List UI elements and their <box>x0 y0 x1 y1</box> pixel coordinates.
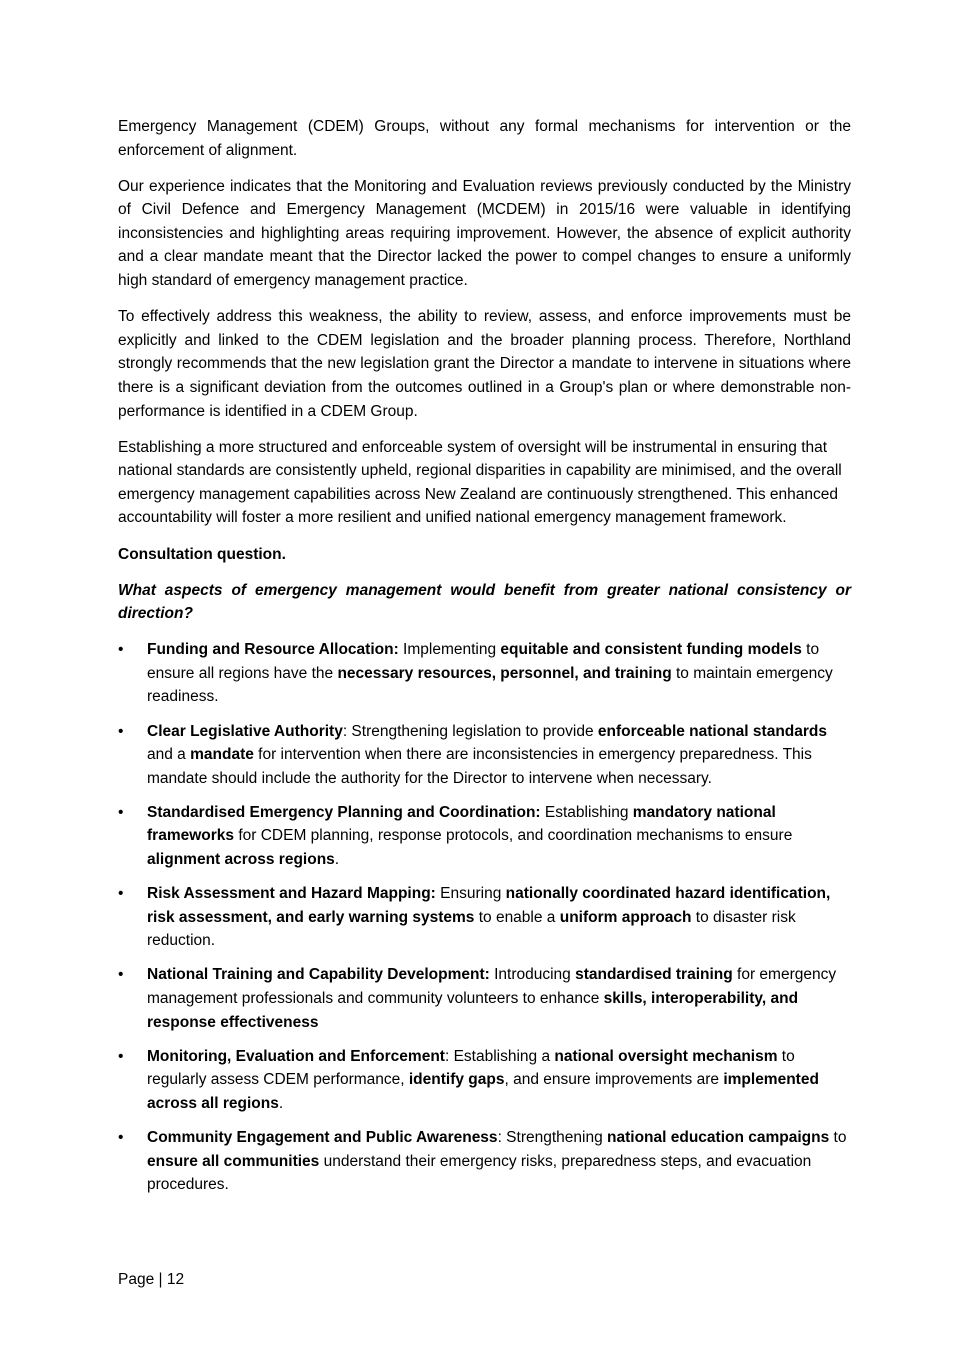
body-text: to disaster risk reduction. <box>147 908 796 950</box>
body-text: and a <box>147 746 191 764</box>
body-text: to maintain emergency readiness. <box>147 664 833 706</box>
bold-text: national education campaigns <box>607 1128 830 1146</box>
bold-text: uniform approach <box>559 908 692 926</box>
bold-text: enforceable national standards <box>597 722 827 740</box>
body-text: to regularly assess CDEM performance, <box>147 1047 795 1089</box>
paragraph-monitoring-reviews: Our experience indicates that the Monitoring and Evaluation reviews previously conducted by the Ministry of Civil Defence and Emergency Management (MCDEM) in 2015/16 were valuable in identifying inconsistencies and highlighting areas requiring improvement. However, the absence of explicit authority and a clear mandate meant that the Director lacked the power to compel changes to ensure a uniformly high standard of emergency management practice. <box>118 177 851 290</box>
bold-text: equitable and consistent funding models <box>500 641 802 659</box>
body-text: : Strengthening legislation to provide <box>342 722 598 740</box>
consultation-question: What aspects of emergency management would benefit from greater national consistency or direction? <box>118 581 851 623</box>
body-text: for emergency management professionals and community volunteers to enhance <box>147 966 837 1007</box>
recommendation-list <box>118 638 851 1196</box>
body-text: for CDEM planning, response protocols, and coordination mechanisms to ensure <box>234 827 793 845</box>
list-item <box>118 963 851 1034</box>
bold-text: Monitoring, Evaluation and Enforcement <box>147 1047 445 1065</box>
bold-text: Clear Legislative Authority <box>147 722 343 740</box>
list-item <box>118 720 851 791</box>
body-text: . <box>334 851 340 869</box>
bold-text: national oversight mechanism <box>554 1047 778 1065</box>
bold-text: skills, interoperability, and response effectiveness <box>147 990 799 1031</box>
bold-text: identify gaps <box>408 1071 505 1089</box>
body-text: Ensuring <box>435 885 506 903</box>
bold-text: alignment across regions <box>147 851 335 869</box>
bold-text: Community Engagement and Public Awareness <box>147 1128 498 1146</box>
list-item <box>118 1126 851 1197</box>
paragraph-cdem-groups: Emergency Management (CDEM) Groups, without any formal mechanisms for intervention or the enforcement of alignment. <box>118 118 851 159</box>
bullet-dot-icon: • <box>118 885 124 903</box>
paragraph-oversight-system: Establishing a more structured and enforceable system of oversight will be instrumental in ensuring that national standards are consistently upheld, regional disparities in capability are minimised, and the overall emergency management capabilities across New Zealand are continuously strengthened. This enhanced accountability will foster a more resilient and unified national emergency management framework. <box>118 438 842 527</box>
bold-text: standardised training <box>575 966 733 984</box>
bold-text: Standardised Emergency Planning and Coordination: <box>147 803 541 821</box>
body-text: to <box>829 1128 847 1146</box>
bullet-dot-icon: • <box>118 803 124 821</box>
bold-text: Funding and Resource Allocation: <box>147 641 399 659</box>
body-text: : Establishing a <box>444 1047 555 1065</box>
bullet-dot-icon: • <box>118 722 124 740</box>
body-text: : Strengthening <box>497 1128 608 1146</box>
body-text: Introducing <box>489 966 576 984</box>
page-number-footer: Page | 12 <box>118 1271 185 1288</box>
body-text: Implementing <box>398 641 501 659</box>
bold-text: implemented across all regions <box>147 1071 819 1112</box>
list-item <box>118 638 851 709</box>
bold-text: mandatory national frameworks <box>147 803 776 845</box>
bullet-dot-icon: • <box>118 641 124 659</box>
consultation-heading: Consultation question. <box>118 545 286 563</box>
list-item <box>118 801 851 872</box>
document-page <box>118 115 851 1207</box>
bold-text: ensure all communities <box>147 1152 320 1170</box>
bullet-dot-icon: • <box>118 966 124 984</box>
bold-text: Risk Assessment and Hazard Mapping: <box>147 885 436 903</box>
body-text: , and ensure improvements are <box>504 1071 724 1089</box>
body-text: Establishing <box>540 803 633 821</box>
bold-text: necessary resources, personnel, and training <box>337 664 672 682</box>
body-text: . <box>278 1094 284 1112</box>
body-text: understand their emergency risks, preparedness steps, and evacuation procedures. <box>147 1152 812 1194</box>
paragraph-address-weakness: To effectively address this weakness, the ability to review, assess, and enforce improvements must be explicitly and linked to the CDEM legislation and the broader planning process. Therefore, Northland strongly recommends that the new legislation grant the Director a mandate to intervene in situations where there is a significant deviation from the outcomes outlined in a Group's plan or where demonstrable non-performance is identified in a CDEM Group. <box>118 308 851 420</box>
bullet-dot-icon: • <box>118 1047 124 1065</box>
body-text: to enable a <box>474 908 560 926</box>
bullet-dot-icon: • <box>118 1128 124 1146</box>
bold-text: National Training and Capability Development: <box>147 966 490 984</box>
body-text: to ensure all regions have the <box>147 641 820 682</box>
body-text: for intervention when there are inconsistencies in emergency preparedness. This mandate should include the authority for the Director to intervene when necessary. <box>147 746 812 787</box>
bold-text: nationally coordinated hazard identification, risk assessment, and early warning systems <box>147 885 831 926</box>
list-item <box>118 1045 851 1116</box>
list-item <box>118 882 851 953</box>
bold-text: mandate <box>190 746 254 764</box>
